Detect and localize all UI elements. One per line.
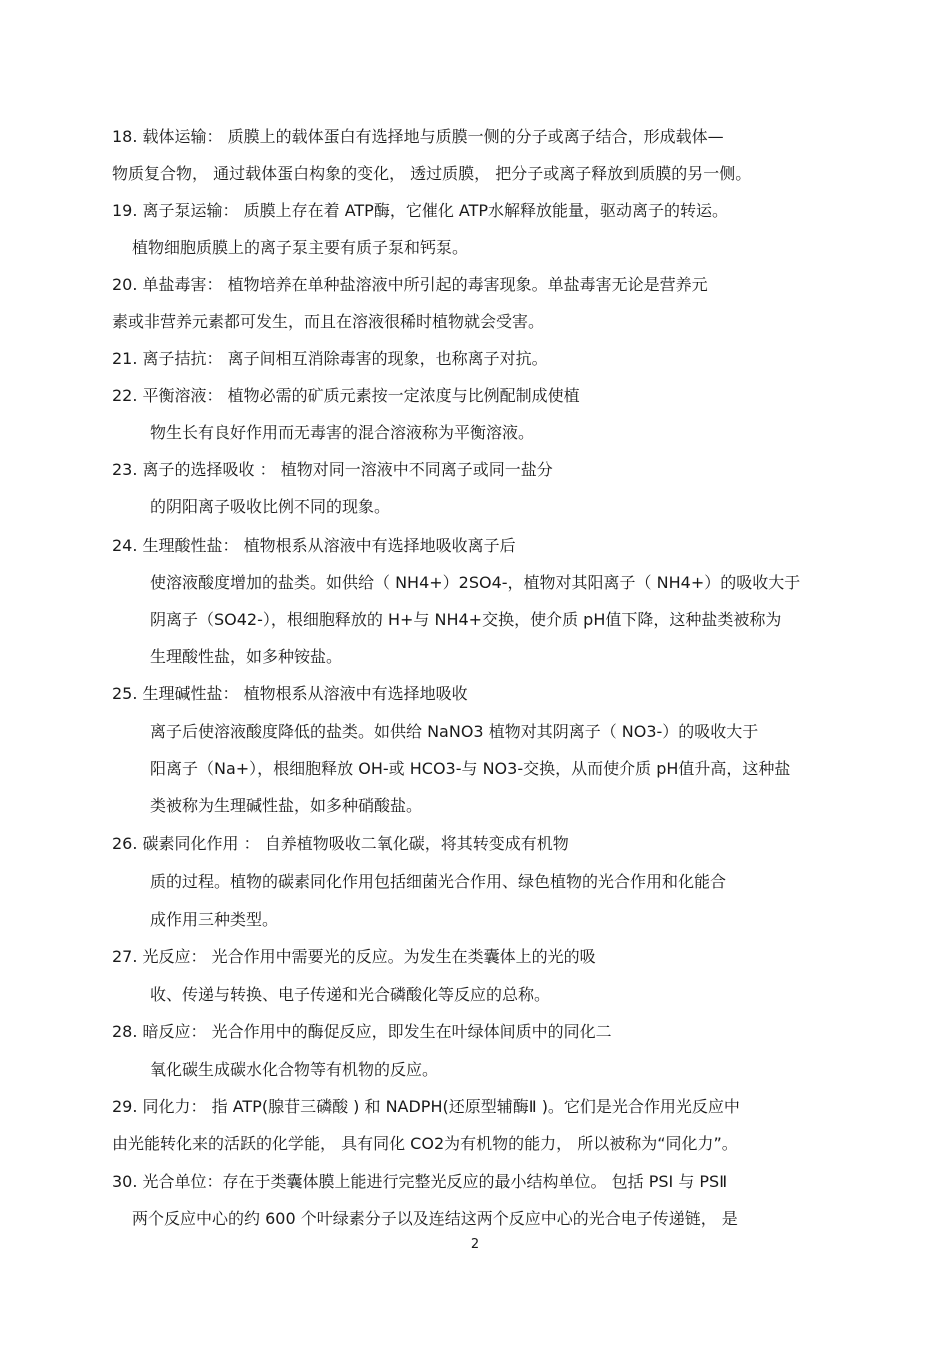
- text-line-29a: 29. 同化力： 指 ATP(腺苷三磷酸 ) 和 NADPH(还原型辅酶Ⅱ )。它们是光合作用光反应中: [112, 1097, 740, 1116]
- text-line-28b: 氧化碳生成碳水化合物等有机物的反应。: [150, 1060, 439, 1079]
- text-line-23b: 的阴阳离子吸收比例不同的现象。: [150, 497, 391, 516]
- text-line-24d: 生理酸性盐，如多种铵盐。: [150, 647, 343, 666]
- text-line-18b: 物质复合物， 通过载体蛋白构象的变化， 透过质膜， 把分子或离子释放到质膜的另一侧。: [112, 164, 752, 183]
- text-line-18a: 18. 载体运输： 质膜上的载体蛋白有选择地与质膜一侧的分子或离子结合，形成载体—: [112, 127, 724, 146]
- text-line-27a: 27. 光反应： 光合作用中需要光的反应。为发生在类囊体上的光的吸: [112, 947, 596, 966]
- text-line-20b: 素或非营养元素都可发生，而且在溶液很稀时植物就会受害。: [112, 312, 545, 331]
- text-line-27b: 收、传递与转换、电子传递和光合磷酸化等反应的总称。: [150, 985, 551, 1004]
- text-line-20a: 20. 单盐毒害： 植物培养在单种盐溶液中所引起的毒害现象。单盐毒害无论是营养元: [112, 275, 708, 294]
- page-number: 2: [470, 1237, 480, 1252]
- text-line-30a: 30. 光合单位：存在于类囊体膜上能进行完整光反应的最小结构单位。 包括 PSⅠ 与 PSⅡ: [112, 1172, 728, 1191]
- text-line-25a: 25. 生理碱性盐： 植物根系从溶液中有选择地吸收: [112, 684, 468, 703]
- text-line-19a: 19. 离子泵运输： 质膜上存在着 ATP酶，它催化 ATP水解释放能量，驱动离子的转运。: [112, 201, 729, 220]
- text-line-25c: 阳离子（Na+），根细胞释放 OH-或 HCO3-与 NO3-交换，从而使介质 pH值升高，这种盐: [150, 759, 791, 778]
- text-line-22b: 物生长有良好作用而无毒害的混合溶液称为平衡溶液。: [150, 423, 535, 442]
- text-line-25b: 离子后使溶液酸度降低的盐类。如供给 NaNO3 植物对其阴离子（ NO3-）的吸收大于: [150, 722, 759, 741]
- text-line-29b: 由光能转化来的活跃的化学能， 具有同化 CO2为有机物的能力， 所以被称为“同化力”。: [112, 1134, 738, 1153]
- text-line-24c: 阴离子（SO42-），根细胞释放的 H+与 NH4+交换，使介质 pH值下降，这种盐类被称为: [150, 610, 782, 629]
- text-line-25d: 类被称为生理碱性盐，如多种硝酸盐。: [150, 796, 423, 815]
- text-line-28a: 28. 暗反应： 光合作用中的酶促反应，即发生在叶绿体间质中的同化二: [112, 1022, 612, 1041]
- text-line-26a: 26. 碳素同化作用 ： 自养植物吸收二氧化碳，将其转变成有机物: [112, 834, 569, 853]
- text-line-30b: 两个反应中心的约 600 个叶绿素分子以及连结这两个反应中心的光合电子传递链， 是: [132, 1209, 738, 1228]
- text-line-23a: 23. 离子的选择吸收 ： 植物对同一溶液中不同离子或同一盐分: [112, 460, 553, 479]
- text-line-26c: 成作用三种类型。: [150, 910, 279, 929]
- text-line-19b: 植物细胞质膜上的离子泵主要有质子泵和钙泵。: [132, 238, 469, 257]
- text-line-21: 21. 离子拮抗： 离子间相互消除毒害的现象，也称离子对抗。: [112, 349, 548, 368]
- text-line-26b: 质的过程。植物的碳素同化作用包括细菌光合作用、绿色植物的光合作用和化能合: [150, 872, 727, 891]
- text-line-24b: 使溶液酸度增加的盐类。如供给（ NH4+）2SO4-，植物对其阳离子（ NH4+）的吸收大于: [150, 573, 801, 592]
- text-line-22a: 22. 平衡溶液： 植物必需的矿质元素按一定浓度与比例配制成使植: [112, 386, 580, 405]
- text-line-24a: 24. 生理酸性盐： 植物根系从溶液中有选择地吸收离子后: [112, 536, 516, 555]
